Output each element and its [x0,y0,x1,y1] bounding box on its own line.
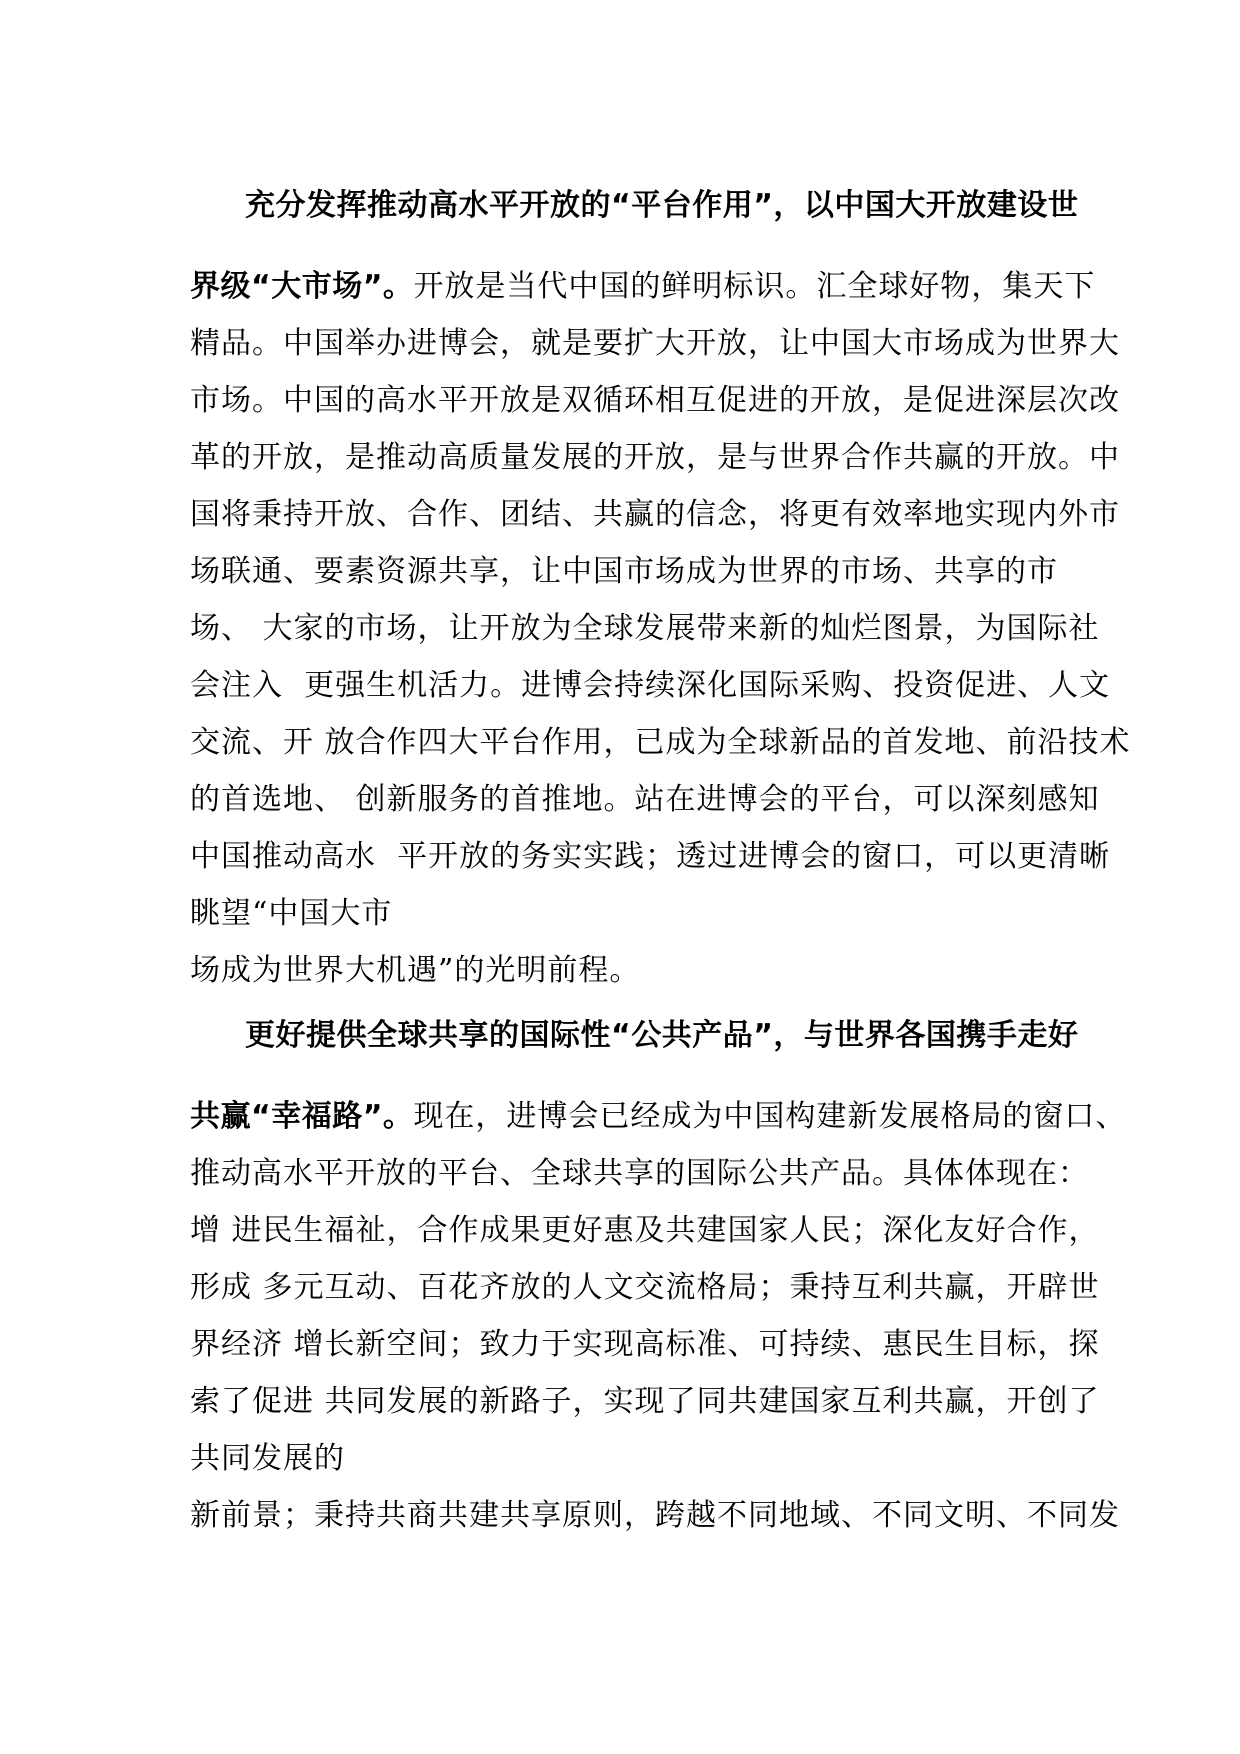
text-line [190,1007,1080,1064]
text-line: 场联通、要素资源共享，让中国市场成为世界的市场、共享的市 [190,554,1058,589]
text-line: 索了促进 共同发展的新路子，实现了同共建国家互利共赢，开创了 [190,1384,1100,1419]
text-line: 会注入 更强生机活力。进博会持续深化国际采购、投资促进、人文 [190,668,1111,703]
text-line [190,177,1080,234]
bold-heading: 共赢“幸福路”。 [190,1099,414,1134]
text-line [190,258,1096,315]
text-line [190,1088,1127,1145]
text-line: 国将秉持开放、合作、团结、共赢的信念，将更有效率地实现内外市 [190,497,1120,532]
bold-heading: 更好提供全球共享的国际性“公共产品”，与世界各国携手走好 [245,1018,1079,1053]
text-line: 界经济 增长新空间；致力于实现高标准、可持续、惠民生目标，探 [190,1327,1100,1362]
text-line: 中国推动高水 平开放的务实实践；透过进博会的窗口，可以更清晰 [190,839,1111,874]
paragraph-platform-role [190,177,1131,999]
text-line: 场、 大家的市场，让开放为全球发展带来新的灿烂图景，为国际社 [190,611,1100,646]
bold-heading: 充分发挥推动高水平开放的“平台作用”，以中国大开放建设世 [245,188,1079,223]
paragraph-public-goods [190,1007,1127,1544]
body-text: 现在，进博会已经成为中国构建新发展格局的窗口、 [413,1099,1127,1134]
text-line: 的首选地、 创新服务的首推地。站在进博会的平台，可以深刻感知 [190,782,1100,817]
text-line: 新前景；秉持共商共建共享原则，跨越不同地域、不同文明、不同发 [190,1498,1120,1533]
text-line: 形成 多元互动、百花齐放的人文交流格局；秉持互利共赢，开辟世 [190,1270,1100,1305]
text-line: 交流、开 放合作四大平台作用，已成为全球新品的首发地、前沿技术 [190,725,1131,760]
text-line: 场成为世界大机遇”的光明前程。 [190,953,641,988]
text-line: 革的开放，是推动高质量发展的开放，是与世界合作共赢的开放。中 [190,440,1120,475]
text-line: 共同发展的 [190,1441,345,1476]
text-line: 市场。中国的高水平开放是双循环相互促进的开放，是促进深层次改 [190,383,1120,418]
text-line: 增 进民生福祉，合作成果更好惠及共建国家人民；深化友好合作， [190,1213,1100,1248]
body-text: 开放是当代中国的鲜明标识。汇全球好物，集天下 [413,269,1096,304]
text-line: 推动高水平开放的平台、全球共享的国际公共产品。具体体现在： [190,1156,1089,1191]
text-line: 眺望“中国大市 [190,896,393,931]
text-line: 精品。中国举办进博会，就是要扩大开放，让中国大市场成为世界大 [190,326,1120,361]
bold-heading: 界级“大市场”。 [190,269,414,304]
